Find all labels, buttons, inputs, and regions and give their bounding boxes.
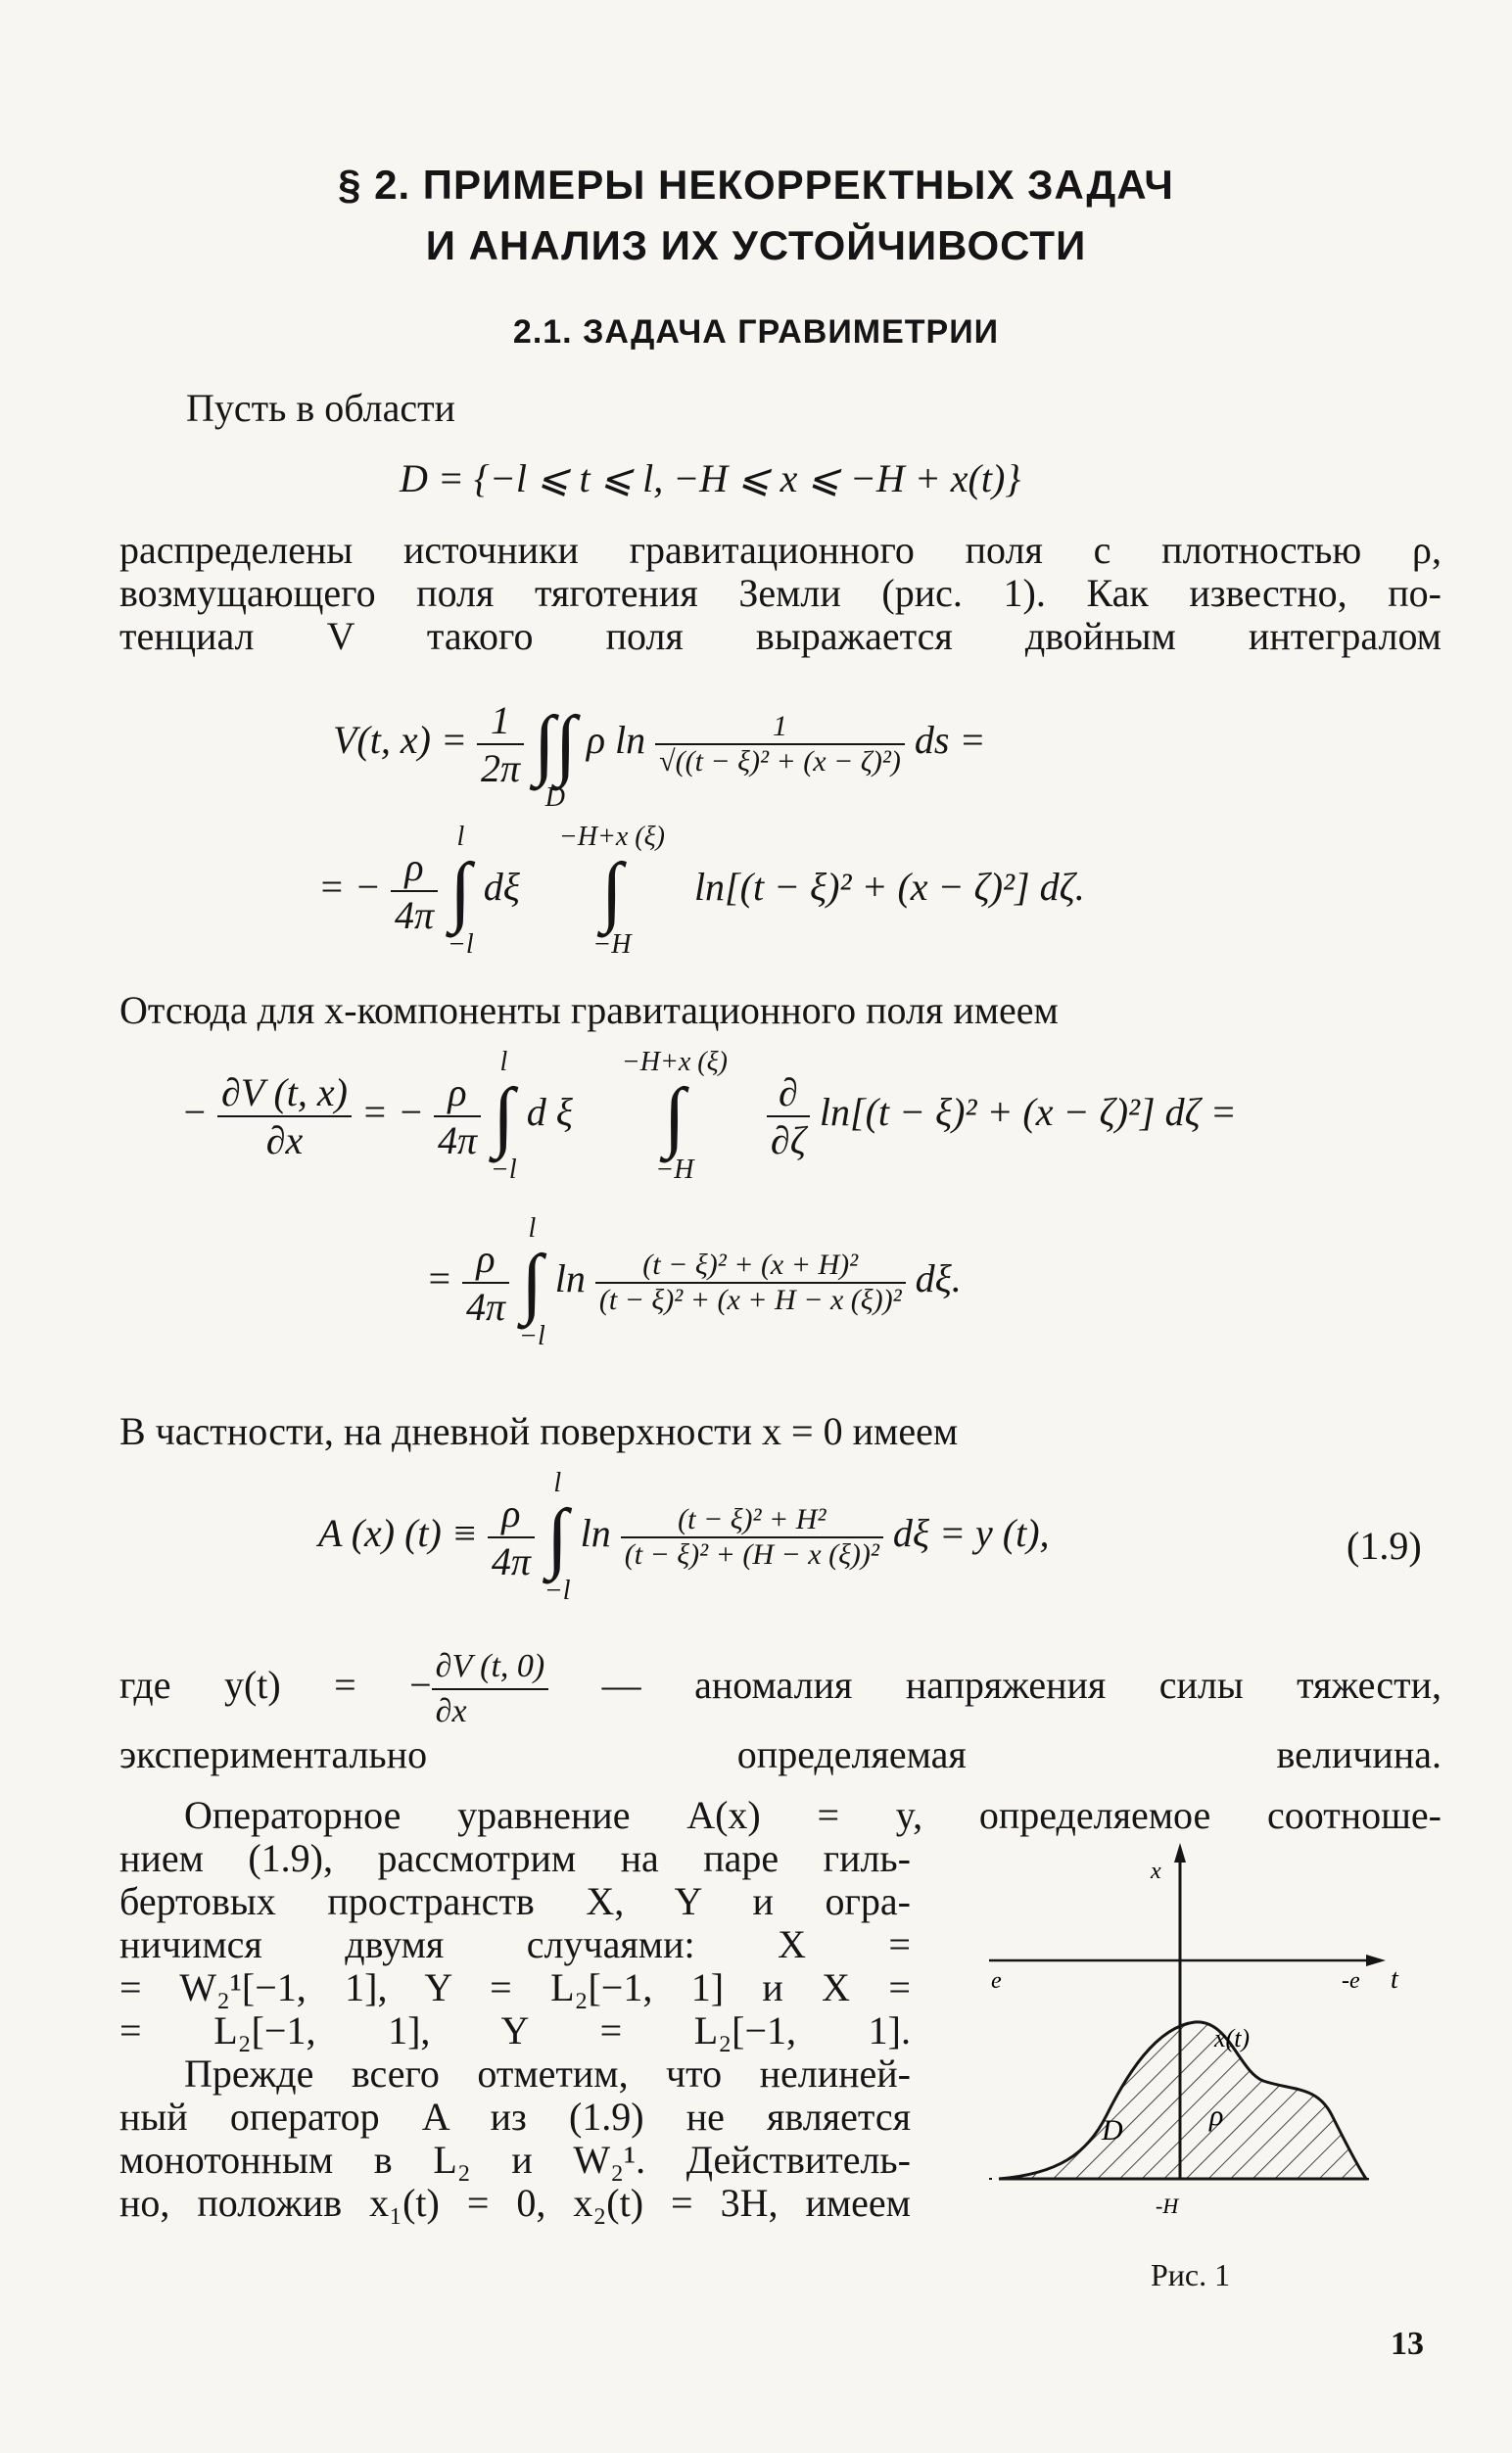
formula-derivative-line2: = $\frac{\rho}{4\pi}$ l ∫ −l ln $\frac{\text{(t − ξ)² + (x + H)²}}{\text{(t − ξ)² + (x + H − x (ξ))²}}$ dξ. (426, 1213, 962, 1351)
integral-outer-2: l ∫ −l (491, 1047, 517, 1185)
formula-derivative-line1: − $\frac{\partial V (t, x)}{\partial x}$ = − $\frac{\rho}{4\pi}$ l ∫ −l d ξ −H+x (ξ) ∫ −H $\frac{\partial}{\partial\zeta}$ ln[(t − ξ)² + (x − ζ)²] dζ = (181, 1047, 1237, 1185)
axis-t-label: t (1391, 1964, 1398, 1995)
label-d: D (1102, 2114, 1123, 2146)
figure-1 (969, 1841, 1440, 2252)
figure-caption: Рис. 1 (1151, 2257, 1231, 2292)
label-l-right: -e (1342, 1968, 1360, 1994)
section-title: § 2. ПРИМЕРЫ НЕКОРРЕКТНЫХ ЗАДАЧ И АНАЛИЗ ИХ УСТОЙЧИВОСТИ (338, 162, 1174, 268)
fraction-dv-dx: $\frac{\partial V (t, x)}{\partial x}$ (217, 1069, 352, 1163)
paragraph-operator-eq-column: нием (1.9), рассмотрим на паре гиль- бертовых пространств X, Y и огра- ничимся двумя случаями: X = = W₂¹[−1, 1], Y = L₂[−1, 1] и X = = L₂[−1, 1], Y = L₂[−1, 1]. Прежде всего отметим, что нелиней- ный оператор A из (1.9) не является монотонным в L₂ и W₂¹. Действитель- но, положив x₁(t) = 0, x₂(t) = 3H, имеем (119, 1836, 911, 2225)
integral-inner-2: −H+x (ξ) ∫ −H (621, 1047, 728, 1185)
fraction-coef-2: $\frac{\rho}{4\pi}$ (391, 844, 438, 938)
fraction-log-arg: $\frac{\text{(t − ξ)² + (x + H)²}}{\text{(t − ξ)² + (x + H − x (ξ))²}}$ (595, 1249, 906, 1317)
label-x-of-t: x(t) (1214, 2024, 1251, 2052)
paragraph-sources: распределены источники гравитационного поля с плотностью ρ, возмущающего поля тяготения Земли (рис. 1). Как известно, по- тенциал V такого поля выражается двойным интегралом (119, 528, 1441, 658)
formula-potential-line1: V(t, x) = $\frac{1}{2\pi}$ ∫∫ D ρ ln $\frac{1}{\text{√((t − ξ)² + (x − ζ)²)}}$ ds = (333, 676, 985, 813)
formula-domain: D = {−l ⩽ t ⩽ l, −H ⩽ x ⩽ −H + x(t)} (400, 456, 1021, 500)
label-l-left: e (991, 1968, 1002, 1994)
paragraph-anomaly: где y(t) = − $\frac{\partial V (t, 0)}{\partial x}$ — аномалия напряжения силы тяжести, экспериментально определяемая величина. (119, 1645, 1441, 1776)
axis-x-label: x (1151, 1859, 1161, 1884)
horizontal-axis-arrow (1366, 1955, 1386, 1966)
integral-outer: l ∫ −l (448, 822, 474, 960)
label-minus-h: -H (1156, 2194, 1179, 2218)
fraction-coef: $\frac{1}{2\pi}$ (477, 697, 524, 791)
equation-number: (1.9) (1347, 1524, 1422, 1568)
region-d (999, 2022, 1366, 2179)
integral-4: l ∫ −l (543, 1468, 571, 1606)
paragraph-operator-eq-first: Операторное уравнение A(x) = y, определяемое соотноше- (184, 1793, 1441, 1837)
fraction-partial: $\frac{\partial}{\partial\zeta}$ (767, 1069, 810, 1163)
page-number: 13 (1391, 2326, 1424, 2362)
double-integral: ∫∫ D (533, 701, 577, 813)
formula-potential-line2: = − $\frac{\rho}{4\pi}$ l ∫ −l dξ −H+x (ξ) ∫ −H ln[(t − ξ)² + (x − ζ)²] dζ. (318, 822, 1085, 960)
subsection-title: 2.1. ЗАДАЧА ГРАВИМЕТРИИ (512, 313, 1000, 351)
fraction-kernel: $\frac{1}{\text{√((t − ξ)² + (x − ζ)²)}}$ (655, 710, 905, 778)
vertical-axis-arrow (1174, 1843, 1186, 1863)
fraction-log-arg-2: $\frac{\text{(t − ξ)² + H²}}{\text{(t − ξ)² + (H − x (ξ))²}}$ (621, 1503, 883, 1572)
integral-3: l ∫ −l (519, 1213, 545, 1351)
paragraph-intro: Пусть в области (186, 386, 455, 430)
label-rho: ρ (1209, 2099, 1224, 2132)
fraction-coef-4: $\frac{\rho}{4\pi}$ (462, 1236, 509, 1330)
fraction-anomaly: $\frac{\partial V (t, 0)}{\partial x}$ (432, 1645, 549, 1733)
paragraph-surface: В частности, на дневной поверхности x = 0 имеем (119, 1409, 959, 1453)
fraction-coef-3: $\frac{\rho}{4\pi}$ (434, 1069, 481, 1163)
paragraph-xcomponent: Отсюда для x-компоненты гравитационного поля имеем (119, 988, 1059, 1032)
formula-operator: A (x) (t) ≡ $\frac{\rho}{4\pi}$ l ∫ −l ln $\frac{\text{(t − ξ)² + H²}}{\text{(t − ξ)² + (H − x (ξ))²}}$ dξ = y (t), (318, 1468, 1050, 1606)
integral-inner: −H+x (ξ) ∫ −H (558, 822, 665, 960)
fraction-coef-5: $\frac{\rho}{4\pi}$ (488, 1490, 535, 1584)
